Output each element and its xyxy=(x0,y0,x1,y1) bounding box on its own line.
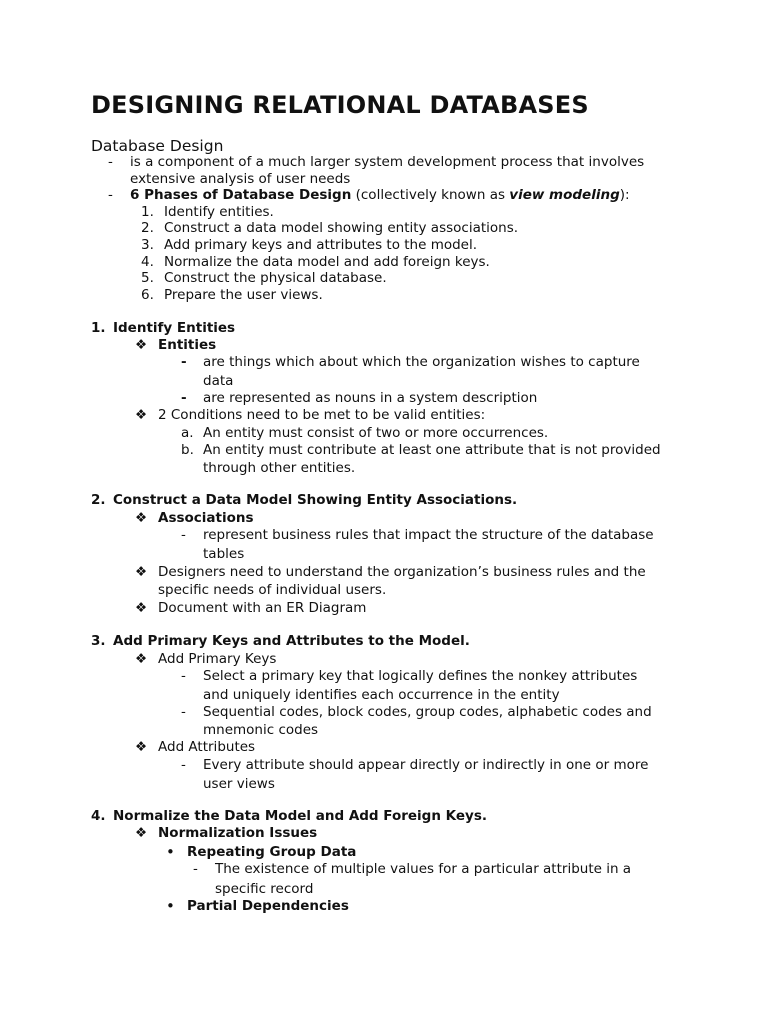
diamond-bullet-icon: ❖ xyxy=(135,337,148,353)
text-line: Add Primary Keys xyxy=(158,651,277,667)
phases-line xyxy=(130,187,630,204)
diamond-bullet-icon: ❖ xyxy=(135,739,148,755)
number-marker: 6. xyxy=(141,287,154,303)
section-number: 2. xyxy=(91,492,106,508)
text-line: An entity must consist of two or more occurrences. xyxy=(203,425,549,441)
section-number: 4. xyxy=(91,808,106,824)
text-line: mnemonic codes xyxy=(203,722,319,738)
phases-mid: (collectively known as xyxy=(351,187,510,203)
diamond-bullet-icon: ❖ xyxy=(135,651,148,667)
text-line: Add Attributes xyxy=(158,739,256,755)
section-heading-2: Construct a Data Model Showing Entity Associations. xyxy=(113,492,518,508)
phase-item: Add primary keys and attributes to the model. xyxy=(164,237,478,253)
diamond-bullet-icon: ❖ xyxy=(135,600,148,616)
phase-item: Normalize the data model and add foreign keys. xyxy=(164,254,490,270)
subheading-normalization-issues: Normalization Issues xyxy=(158,825,318,841)
dash-bullet: - xyxy=(108,154,113,170)
phase-item: Identify entities. xyxy=(164,204,274,220)
dash-bullet: - xyxy=(181,390,187,406)
text-line: Select a primary key that logically defines the nonkey attributes xyxy=(203,668,638,684)
text-line: extensive analysis of user needs xyxy=(130,171,351,187)
number-marker: 5. xyxy=(141,270,154,286)
text-line: The existence of multiple values for a particular attribute in a xyxy=(215,861,632,877)
diamond-bullet-icon: ❖ xyxy=(135,825,148,841)
diamond-bullet-icon: ❖ xyxy=(135,510,148,526)
text-line: and uniquely identifies each occurrence in the entity xyxy=(203,687,560,703)
phase-item: Construct a data model showing entity associations. xyxy=(164,220,519,236)
text-line: are things which about which the organization wishes to capture xyxy=(203,354,640,370)
dash-bullet: - xyxy=(181,668,186,684)
phase-item: Construct the physical database. xyxy=(164,270,387,286)
diamond-bullet-icon: ❖ xyxy=(135,407,148,423)
dash-bullet: - xyxy=(108,187,113,203)
text-line: is a component of a much larger system development process that involves xyxy=(130,154,645,170)
subheading-entities: Entities xyxy=(158,337,217,353)
letter-marker: a. xyxy=(181,425,194,441)
number-marker: 1. xyxy=(141,204,154,220)
dash-bullet: - xyxy=(181,704,186,720)
text-line: user views xyxy=(203,776,275,792)
text-line: Document with an ER Diagram xyxy=(158,600,367,616)
phases-title: 6 Phases of Database Design xyxy=(130,187,352,203)
text-line: Sequential codes, block codes, group codes, alphabetic codes and xyxy=(203,704,652,720)
text-line: An entity must contribute at least one attribute that is not provided xyxy=(203,442,661,458)
dash-bullet: - xyxy=(181,757,186,773)
number-marker: 4. xyxy=(141,254,154,270)
section-heading-4: Normalize the Data Model and Add Foreign Keys. xyxy=(113,808,487,824)
section-number: 1. xyxy=(91,320,106,336)
number-marker: 3. xyxy=(141,237,154,253)
text-line: are represented as nouns in a system description xyxy=(203,390,538,406)
dot-bullet-icon: • xyxy=(166,897,175,915)
dash-bullet: - xyxy=(181,527,186,543)
dash-bullet: - xyxy=(193,861,198,877)
text-line: represent business rules that impact the structure of the database xyxy=(203,527,654,543)
section-heading-1: Identify Entities xyxy=(113,320,236,336)
section-heading-database-design: Database Design xyxy=(91,137,224,155)
phases-term: view modeling xyxy=(509,187,620,203)
letter-marker: b. xyxy=(181,442,194,458)
diamond-bullet-icon: ❖ xyxy=(135,564,148,580)
phases-end: ): xyxy=(619,187,630,203)
number-marker: 2. xyxy=(141,220,154,236)
text-line: 2 Conditions need to be met to be valid entities: xyxy=(158,407,486,423)
text-line: specific needs of individual users. xyxy=(158,582,387,598)
dash-bullet: - xyxy=(181,354,187,370)
text-line: Every attribute should appear directly or indirectly in one or more xyxy=(203,757,649,773)
page-title: DESIGNING RELATIONAL DATABASES xyxy=(91,91,589,119)
text-line: Designers need to understand the organization’s business rules and the xyxy=(158,564,646,580)
subheading-associations: Associations xyxy=(158,510,254,526)
text-line: data xyxy=(203,373,234,389)
text-line: tables xyxy=(203,546,245,562)
subheading-repeating-group-data: Repeating Group Data xyxy=(187,844,357,860)
dot-bullet-icon: • xyxy=(166,843,175,861)
subheading-partial-dependencies: Partial Dependencies xyxy=(187,898,349,914)
section-number: 3. xyxy=(91,633,106,649)
section-heading-3: Add Primary Keys and Attributes to the Model. xyxy=(113,633,470,649)
text-line: specific record xyxy=(215,881,314,897)
text-line: through other entities. xyxy=(203,460,356,476)
phase-item: Prepare the user views. xyxy=(164,287,323,303)
